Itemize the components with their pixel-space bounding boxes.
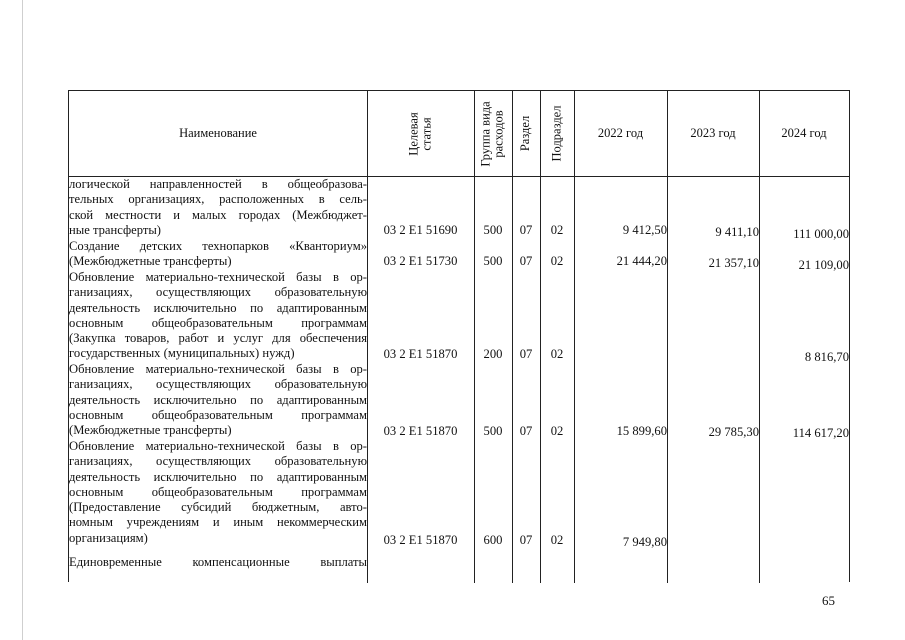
header-2023	[667, 91, 759, 176]
header-section-label: Раздел	[518, 115, 533, 152]
row-name-line: ганизациях, осуществляющих образовательную	[69, 285, 367, 300]
row-section: 07	[519, 223, 533, 237]
row-name-line: (Предоставление субсидий бюджетным, авто-	[69, 500, 367, 515]
row-group: 500	[483, 254, 503, 268]
row-subsection: 02	[550, 223, 564, 237]
row-subsection: 02	[550, 347, 564, 361]
row-value-2023: 9 411,10	[715, 225, 759, 239]
row-name-line: ской местности и малых городах (Межбюджет-	[69, 207, 367, 222]
header-group	[474, 91, 512, 176]
row-value-2024: 21 109,00	[798, 258, 849, 272]
row-value-2023: 29 785,30	[708, 425, 759, 439]
row-name-line: деятельность исключительно по адаптированным	[69, 469, 367, 484]
header-section	[512, 91, 540, 176]
row-group: 600	[483, 533, 503, 547]
row-value-2022: 9 412,50	[622, 223, 667, 237]
row-name-line: основным общеобразовательным программам	[69, 315, 367, 330]
page-number: 65	[822, 593, 835, 608]
row-section: 07	[519, 254, 533, 268]
table-header	[69, 91, 849, 177]
header-2022-label: 2022 год	[597, 126, 644, 140]
row-group: 200	[483, 347, 503, 361]
row-name-line: основным общеобразовательным программам	[69, 484, 367, 499]
row-group: 500	[483, 424, 503, 438]
row-code: 03 2 E1 51870	[383, 347, 458, 361]
header-group-line1: Группа вида	[479, 100, 494, 167]
row-section: 07	[519, 424, 533, 438]
row-value-2022: 21 444,20	[616, 254, 667, 268]
row-name	[69, 362, 367, 438]
row-value-2022: 7 949,80	[622, 535, 667, 549]
row-name-line: (Межбюджетные трансферты)	[69, 423, 232, 438]
row-name-line: ганизациях, осуществляющих образовательную	[69, 377, 367, 392]
row-name-line: ганизациях, осуществляющих образовательную	[69, 454, 367, 469]
header-2022	[574, 91, 667, 176]
row-value-2024: 111 000,00	[793, 227, 849, 241]
row-section: 07	[519, 347, 533, 361]
header-target-line1: Целевая	[406, 111, 421, 156]
header-2024	[759, 91, 849, 176]
row-subsection: 02	[550, 424, 564, 438]
row-name-line: (Закупка товаров, работ и услуг для обеспечения	[69, 331, 367, 346]
row-name-line: номным учреждениям и иным некоммерческим	[69, 515, 367, 530]
row-value-2022: 15 899,60	[616, 424, 667, 438]
row-name-line: тельных организациях, расположенных в сель-	[69, 192, 367, 207]
header-2024-label: 2024 год	[781, 126, 827, 140]
row-name-line: Обновление материально-технической базы в ор-	[69, 439, 367, 453]
row-name-line: основным общеобразовательным программам	[69, 407, 367, 422]
row-name-line: Обновление материально-технической базы в ор-	[69, 270, 367, 284]
row-subsection: 02	[550, 254, 564, 268]
scan-edge-line	[22, 0, 23, 640]
row-name	[69, 439, 367, 546]
row-subsection: 02	[550, 533, 564, 547]
header-group-label	[480, 101, 506, 166]
row-code: 03 2 E1 51870	[383, 424, 458, 438]
row-name	[69, 555, 367, 570]
row-name	[69, 270, 367, 362]
row-name-line: логической направленностей в общеобразова-	[69, 177, 367, 191]
row-code: 03 2 E1 51730	[383, 254, 458, 268]
row-name-line: деятельность исключительно по адаптированным	[69, 300, 367, 315]
header-target-line2: статья	[419, 116, 434, 151]
row-code: 03 2 E1 51690	[383, 223, 458, 237]
header-name-label: Наименование	[179, 126, 257, 140]
row-name-line: Обновление материально-технической базы в ор-	[69, 362, 367, 376]
header-group-line2: расходов	[492, 109, 507, 158]
row-name-line: (Межбюджетные трансферты)	[69, 254, 232, 269]
row-name-line: Единовременные компенсационные выплаты	[69, 555, 367, 569]
header-target	[367, 91, 474, 176]
header-subsection	[540, 91, 574, 176]
row-name-line: деятельность исключительно по адаптированным	[69, 392, 367, 407]
row-name-line: организациям)	[69, 530, 148, 545]
budget-table	[68, 90, 850, 582]
row-name-line: государственных (муниципальных) нужд)	[69, 346, 295, 361]
row-code: 03 2 E1 51870	[383, 533, 458, 547]
header-target-label	[408, 112, 434, 155]
row-name	[69, 177, 367, 238]
row-name-line: Создание детских технопарков «Кванториум»	[69, 239, 367, 253]
row-section: 07	[519, 533, 533, 547]
row-group: 500	[483, 223, 503, 237]
row-value-2024: 8 816,70	[804, 350, 849, 364]
row-value-2024: 114 617,20	[792, 426, 849, 440]
row-name-line: ные трансферты)	[69, 222, 162, 237]
row-value-2023: 21 357,10	[708, 256, 759, 270]
row-name	[69, 239, 367, 270]
header-2023-label: 2023 год	[690, 126, 736, 140]
header-subsection-label: Подраздел	[549, 105, 564, 162]
header-name	[69, 91, 367, 176]
